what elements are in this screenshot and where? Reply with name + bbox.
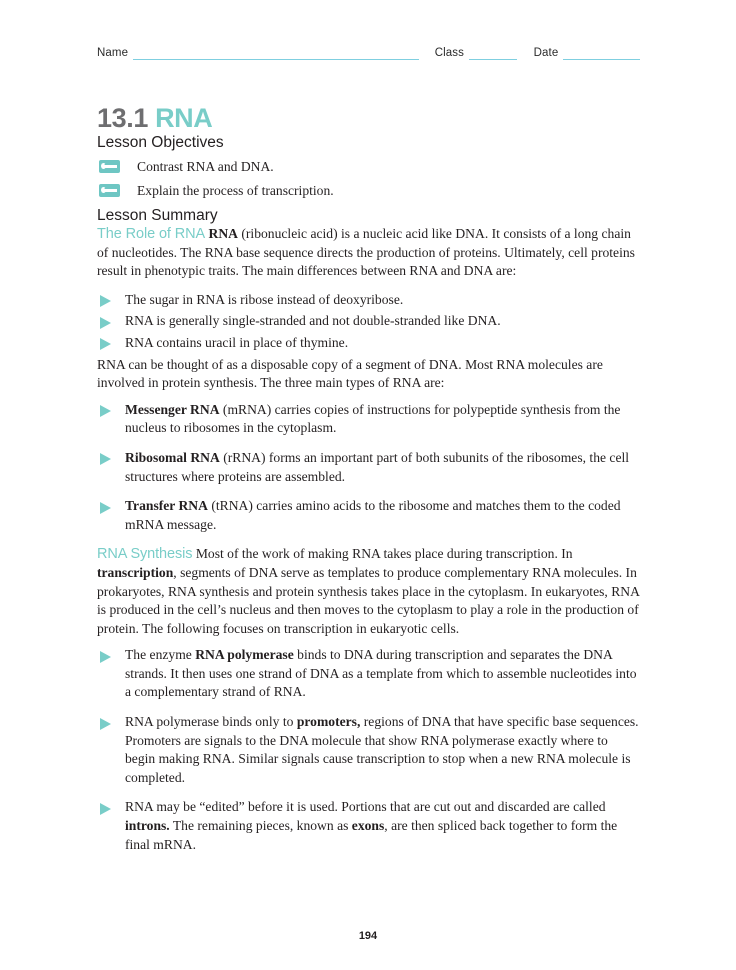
bullet-term: promoters, bbox=[296, 714, 361, 730]
rna-term: RNA bbox=[208, 226, 238, 241]
synthesis-intro-1: Most of the work of making RNA takes place during transcription. In bbox=[192, 546, 573, 562]
bullet-term: RNA polymerase bbox=[195, 647, 294, 663]
disposable-copy-paragraph: RNA can be thought of as a disposable copy of a segment of DNA. Most RNA molecules are involved in protein synthesis. The three main types of RNA are: bbox=[97, 356, 603, 391]
list-item: RNA contains uracil in place of thymine. bbox=[97, 334, 640, 353]
date-label: Date bbox=[533, 47, 559, 59]
page-title bbox=[97, 103, 640, 133]
role-of-rna-paragraph bbox=[97, 225, 640, 281]
rna-types-list bbox=[97, 401, 640, 535]
bullet-post: , are then spliced back together to form the final mRNA. bbox=[125, 818, 618, 852]
rna-dna-differences-list bbox=[97, 291, 640, 353]
bullet-post: binds to DNA during transcription and separates the DNA strands. It then uses one strand of DNA as a template from which to assemble nucleotides into a complementary strand of RNA. bbox=[125, 647, 637, 700]
rna-type-desc: (rRNA) forms an important part of both subunits of the ribosomes, the cell structures where proteins are assembled. bbox=[125, 449, 630, 484]
role-of-rna-heading: The Role of RNA bbox=[97, 226, 206, 242]
bullet-term: introns. bbox=[125, 818, 170, 834]
bullet-post: regions of DNA that have specific base sequences. Promoters are signals to the DNA molecule that show RNA polymerase exactly where to begin making RNA. Similar signals cause transcription to stop when a new RNA molecule is completed. bbox=[125, 714, 639, 785]
rna-synthesis-paragraph bbox=[97, 545, 640, 638]
page-number: 194 bbox=[358, 930, 378, 942]
list-item bbox=[97, 158, 640, 175]
bullet-pre: The enzyme bbox=[125, 647, 196, 663]
lesson-objectives-heading: Lesson Objectives bbox=[97, 134, 224, 151]
bullet-term-2: exons bbox=[351, 818, 385, 834]
lesson-summary-heading: Lesson Summary bbox=[97, 207, 218, 224]
list-item bbox=[97, 646, 640, 702]
rna-type-term: Messenger RNA bbox=[125, 401, 220, 417]
rna-synthesis-bullets bbox=[97, 646, 640, 854]
class-input-rule[interactable] bbox=[469, 47, 517, 60]
key-icon bbox=[99, 184, 120, 197]
lesson-number: 13.1 bbox=[97, 103, 148, 133]
list-item bbox=[97, 798, 640, 854]
lesson-objectives-list bbox=[97, 158, 640, 199]
rna-type-desc: (mRNA) carries copies of instructions for polypeptide synthesis from the nucleus to ribosomes in the cytoplasm. bbox=[125, 401, 621, 436]
transcription-term: transcription bbox=[97, 564, 174, 580]
synthesis-intro-2: , segments of DNA serve as templates to produce complementary RNA molecules. In prokaryotes, RNA synthesis and protein synthesis takes place in the cytoplasm. In eukaryotes, RNA is produced in the cell’s nucleus and then moves to the cytoplasm to play a role in the production of protein. The following focuses on transcription in eukaryotic cells. bbox=[97, 564, 640, 636]
name-label: Name bbox=[97, 47, 129, 59]
list-item: The sugar in RNA is ribose instead of deoxyribose. bbox=[97, 291, 640, 310]
list-item bbox=[97, 713, 640, 787]
list-item: RNA is generally single-stranded and not double-stranded like DNA. bbox=[97, 312, 640, 331]
bullet-pre: RNA may be “edited” before it is used. Portions that are cut out and discarded are called bbox=[125, 799, 606, 815]
list-item bbox=[97, 401, 640, 438]
rna-type-term: Transfer RNA bbox=[125, 498, 208, 514]
role-of-rna-body: (ribonucleic acid) is a nucleic acid like DNA. It consists of a long chain of nucleotides. The RNA base sequence directs the production of proteins. Ultimately, cell proteins result in phenotypic traits. The main differences between RNA and DNA are: bbox=[97, 226, 635, 279]
objective-text: Contrast RNA and DNA. bbox=[137, 159, 274, 174]
student-info-row bbox=[97, 38, 640, 60]
list-item bbox=[97, 497, 640, 534]
rna-synthesis-heading: RNA Synthesis bbox=[97, 546, 193, 563]
date-input-rule[interactable] bbox=[563, 47, 640, 60]
bullet-mid: The remaining pieces, known as bbox=[169, 818, 352, 834]
bullet-pre: RNA polymerase binds only to bbox=[125, 714, 297, 730]
rna-type-desc: (tRNA) carries amino acids to the ribosome and matches them to the coded mRNA message. bbox=[125, 498, 621, 532]
rna-type-term: Ribosomal RNA bbox=[125, 449, 220, 465]
key-icon bbox=[99, 160, 120, 173]
list-item bbox=[97, 182, 640, 199]
lesson-title-word: RNA bbox=[155, 103, 213, 133]
list-item bbox=[97, 449, 640, 486]
name-input-rule[interactable] bbox=[133, 47, 419, 60]
objective-text: Explain the process of transcription. bbox=[137, 183, 334, 198]
class-label: Class bbox=[434, 47, 464, 59]
